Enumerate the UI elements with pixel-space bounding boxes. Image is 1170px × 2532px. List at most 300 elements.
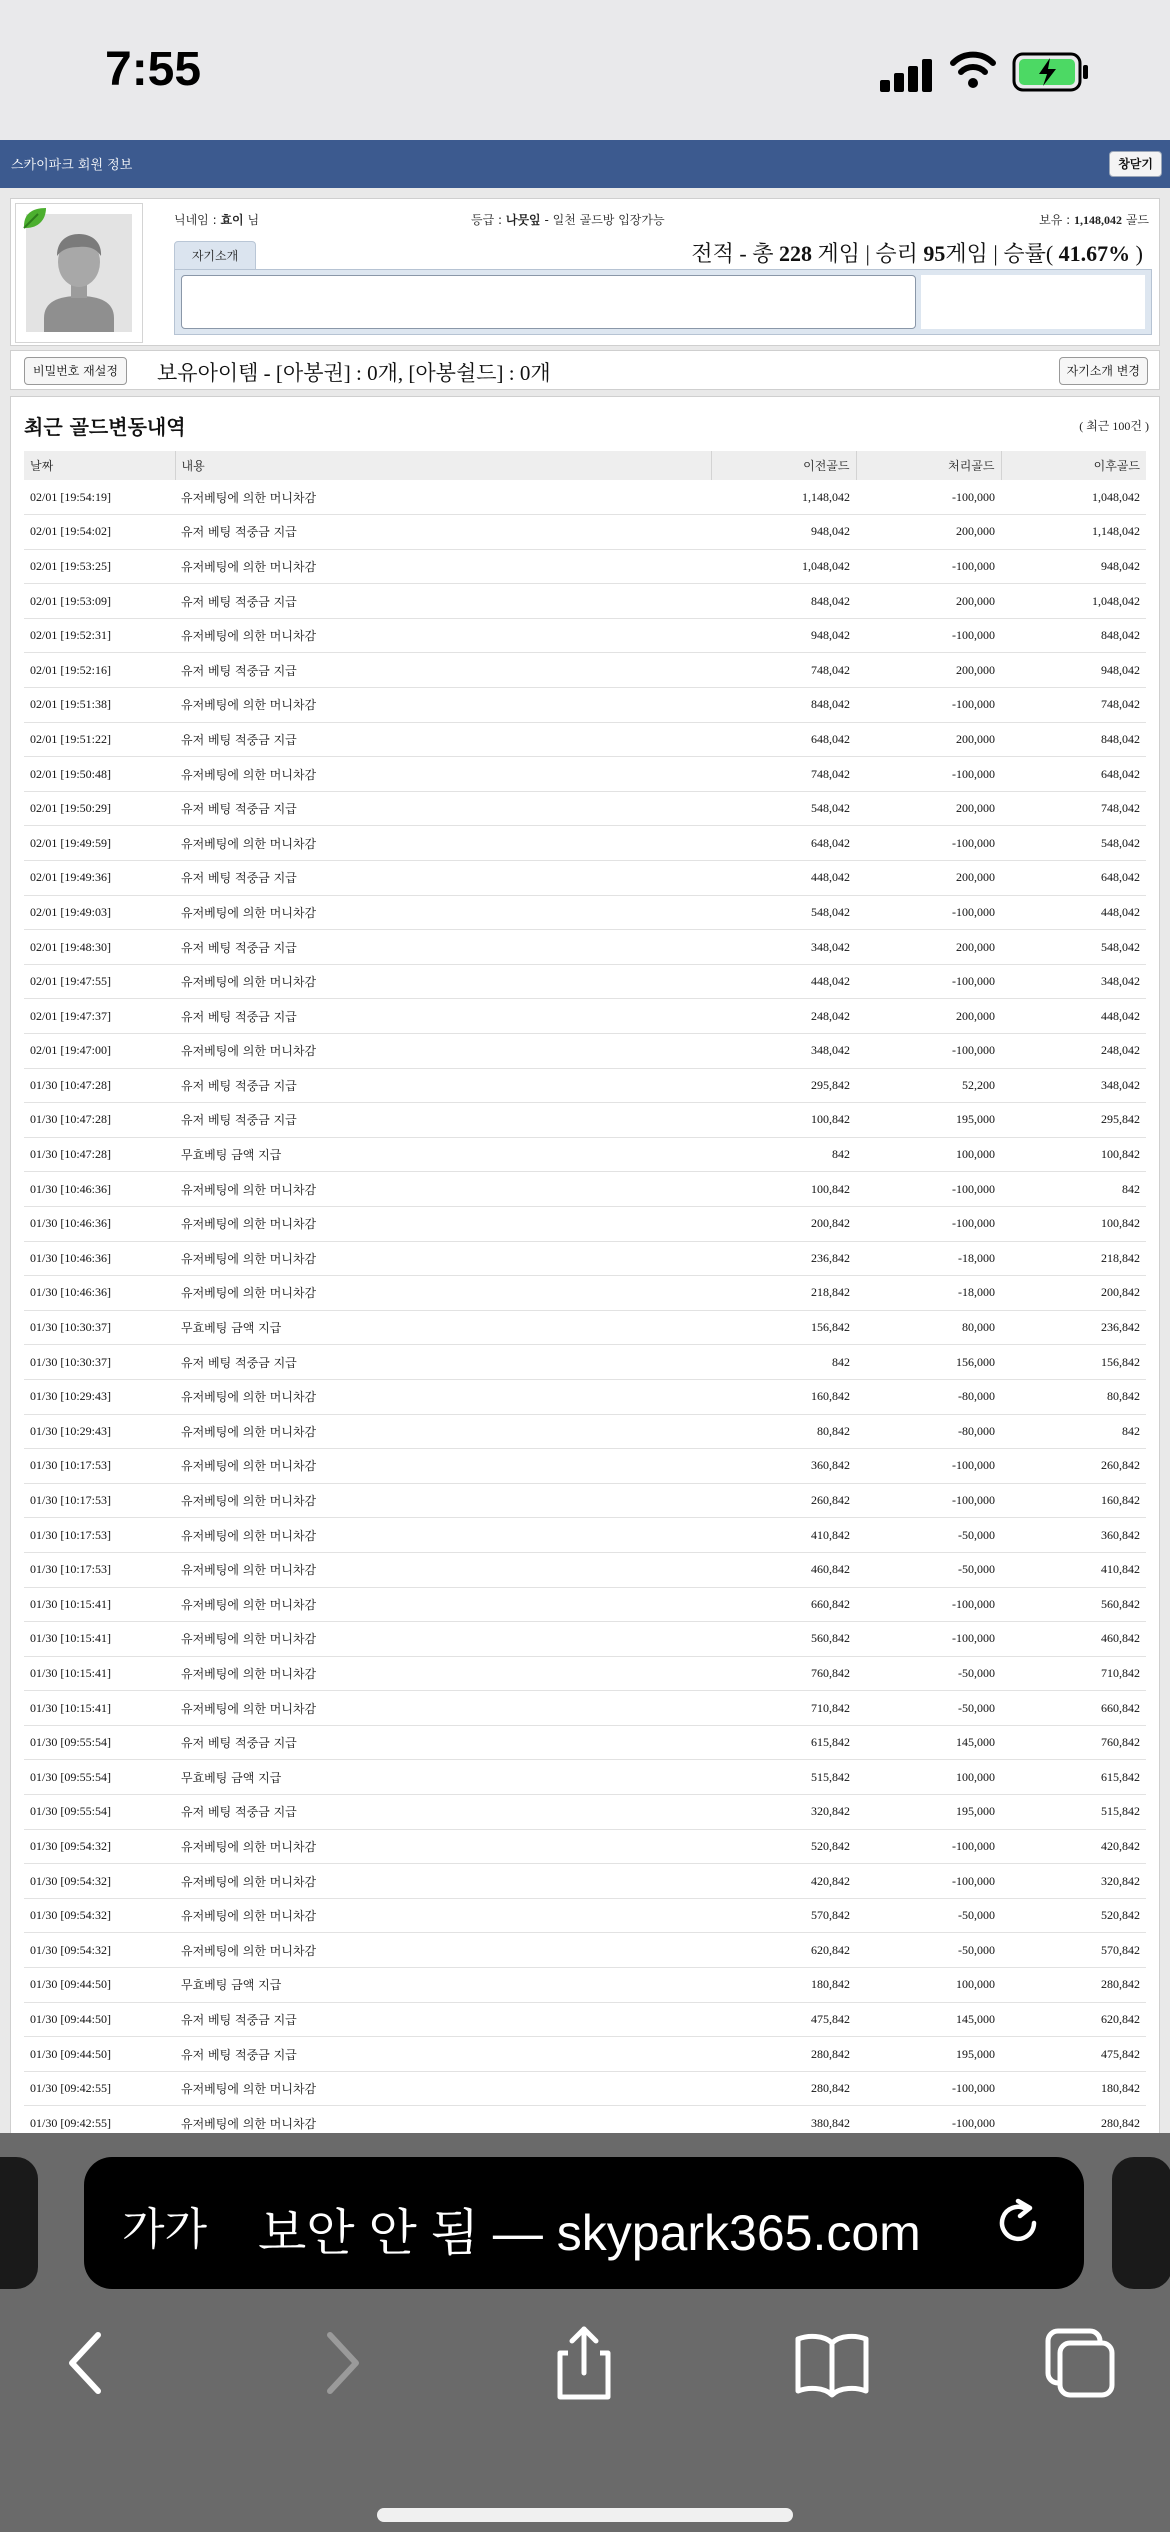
history-count-note: ( 최근 100건 ) [1079,419,1149,433]
row-after-gold: 948,042 [1001,549,1146,584]
row-before-gold: 160,842 [711,1379,856,1414]
password-reset-button[interactable]: 비밀번호 재설정 [24,357,127,385]
row-after-gold: 1,148,042 [1001,515,1146,550]
table-row [24,757,1146,792]
row-description: 무효베팅 금액 지급 [175,1137,711,1172]
row-before-gold: 1,048,042 [711,549,856,584]
row-after-gold: 248,042 [1001,1034,1146,1069]
row-description: 유저베팅에 의한 머니차감 [175,1691,711,1726]
table-row [24,722,1146,757]
row-after-gold: 260,842 [1001,1449,1146,1484]
row-date: 02/01 [19:50:48] [24,757,175,792]
row-after-gold: 648,042 [1001,861,1146,896]
table-row [24,480,1146,515]
row-after-gold: 648,042 [1001,757,1146,792]
row-description: 유저베팅에 의한 머니차감 [175,1241,711,1276]
row-change-gold: -50,000 [856,1656,1001,1691]
row-before-gold: 748,042 [711,757,856,792]
row-date: 01/30 [10:15:41] [24,1691,175,1726]
row-change-gold: 200,000 [856,861,1001,896]
row-before-gold: 348,042 [711,930,856,965]
row-description: 유저 베팅 적중금 지급 [175,1103,711,1138]
row-description: 유저베팅에 의한 머니차감 [175,1414,711,1449]
row-description: 유저베팅에 의한 머니차감 [175,1933,711,1968]
row-description: 유저베팅에 의한 머니차감 [175,1483,711,1518]
row-date: 01/30 [09:42:55] [24,2106,175,2140]
row-before-gold: 848,042 [711,688,856,723]
row-change-gold: 80,000 [856,1310,1001,1345]
nickname-suffix: 님 [243,213,260,227]
row-date: 01/30 [10:47:28] [24,1137,175,1172]
table-row [24,1691,1146,1726]
bookmarks-icon[interactable] [792,2323,872,2403]
row-change-gold: -50,000 [856,1691,1001,1726]
row-description: 유저 베팅 적중금 지급 [175,2002,711,2037]
forward-icon[interactable] [300,2323,380,2403]
wifi-icon [950,50,996,90]
row-description: 유저 베팅 적중금 지급 [175,930,711,965]
row-change-gold: 156,000 [856,1345,1001,1380]
table-row [24,1034,1146,1069]
table-row [24,930,1146,965]
row-date: 01/30 [10:15:41] [24,1587,175,1622]
row-change-gold: 195,000 [856,2037,1001,2072]
table-row [24,688,1146,723]
table-row [24,1587,1146,1622]
row-date: 02/01 [19:50:29] [24,791,175,826]
row-change-gold: -50,000 [856,1518,1001,1553]
row-date: 01/30 [09:54:32] [24,1898,175,1933]
row-description: 유저베팅에 의한 머니차감 [175,688,711,723]
row-before-gold: 380,842 [711,2106,856,2140]
row-after-gold: 515,842 [1001,1795,1146,1830]
row-date: 02/01 [19:47:55] [24,964,175,999]
total-games: 228 [779,241,812,266]
change-intro-button[interactable]: 자기소개 변경 [1059,357,1148,385]
row-date: 01/30 [09:44:50] [24,2002,175,2037]
row-description: 유저베팅에 의한 머니차감 [175,1864,711,1899]
row-change-gold: -100,000 [856,618,1001,653]
row-after-gold: 948,042 [1001,653,1146,688]
row-after-gold: 100,842 [1001,1206,1146,1241]
row-change-gold: -100,000 [856,2071,1001,2106]
row-before-gold: 295,842 [711,1068,856,1103]
row-description: 유저베팅에 의한 머니차감 [175,549,711,584]
table-row [24,1760,1146,1795]
row-change-gold: -50,000 [856,1552,1001,1587]
row-description: 유저베팅에 의한 머니차감 [175,826,711,861]
row-change-gold: -50,000 [856,1933,1001,1968]
table-row [24,964,1146,999]
row-description: 유저 베팅 적중금 지급 [175,2037,711,2072]
row-date: 02/01 [19:53:25] [24,549,175,584]
row-description: 유저 베팅 적중금 지급 [175,1795,711,1830]
self-intro-field[interactable] [181,275,916,329]
row-before-gold: 360,842 [711,1449,856,1484]
row-before-gold: 842 [711,1137,856,1172]
row-date: 02/01 [19:53:09] [24,584,175,619]
gold-history-panel [10,396,1160,2140]
table-row [24,653,1146,688]
row-before-gold: 548,042 [711,791,856,826]
row-date: 01/30 [10:46:36] [24,1172,175,1207]
battery-charging-icon [1012,52,1092,92]
row-date: 02/01 [19:49:36] [24,861,175,896]
row-after-gold: 848,042 [1001,722,1146,757]
safari-bottom-chrome [0,2133,1170,2532]
row-before-gold: 710,842 [711,1691,856,1726]
row-after-gold: 460,842 [1001,1622,1146,1657]
default-avatar-image [26,214,132,332]
row-description: 유저베팅에 의한 머니차감 [175,964,711,999]
row-before-gold: 648,042 [711,722,856,757]
row-date: 02/01 [19:47:37] [24,999,175,1034]
nickname-label: 닉네임 : [174,213,221,227]
table-row [24,1379,1146,1414]
row-after-gold: 520,842 [1001,1898,1146,1933]
table-row [24,1310,1146,1345]
row-after-gold: 236,842 [1001,1310,1146,1345]
row-date: 02/01 [19:49:03] [24,895,175,930]
nickname-value: 효이 [220,213,244,227]
popup-title: 스카이파크 회원 정보 [11,158,133,173]
gold-history-table [24,451,1146,2140]
row-change-gold: -100,000 [856,480,1001,515]
row-after-gold: 348,042 [1001,1068,1146,1103]
row-description: 유저베팅에 의한 머니차감 [175,1172,711,1207]
row-change-gold: -100,000 [856,1449,1001,1484]
previous-tab-preview[interactable] [0,2157,38,2289]
row-after-gold: 760,842 [1001,1725,1146,1760]
record-suffix: ) [1130,241,1143,266]
row-before-gold: 520,842 [711,1829,856,1864]
row-description: 유저베팅에 의한 머니차감 [175,895,711,930]
row-change-gold: -18,000 [856,1276,1001,1311]
grade-label: 등급 : [471,213,506,227]
row-description: 유저베팅에 의한 머니차감 [175,1034,711,1069]
row-date: 01/30 [09:54:32] [24,1829,175,1864]
row-after-gold: 360,842 [1001,1518,1146,1553]
row-change-gold: 200,000 [856,791,1001,826]
owned-items-text: 보유아이템 - [아봉권] : 0개, [아봉쉴드] : 0개 [157,361,551,385]
record-wins-label: 게임 | 승리 [812,241,924,266]
row-date: 02/01 [19:54:02] [24,515,175,550]
grade-info [471,211,665,228]
row-after-gold: 710,842 [1001,1656,1146,1691]
row-date: 02/01 [19:54:19] [24,480,175,515]
row-after-gold: 842 [1001,1172,1146,1207]
row-after-gold: 280,842 [1001,2106,1146,2140]
row-change-gold: 100,000 [856,1968,1001,2003]
row-date: 01/30 [09:42:55] [24,2071,175,2106]
row-date: 01/30 [10:17:53] [24,1518,175,1553]
row-after-gold: 420,842 [1001,1829,1146,1864]
status-icons [870,50,1170,98]
profile-panel [10,198,1160,346]
column-header-change-gold: 처리골드 [856,451,1001,480]
column-header-after-gold: 이후골드 [1001,451,1146,480]
table-row [24,1172,1146,1207]
game-record [691,237,1143,268]
avatar [15,203,143,343]
table-row [24,1622,1146,1657]
table-row [24,791,1146,826]
row-description: 유저 베팅 적중금 지급 [175,515,711,550]
row-description: 유저베팅에 의한 머니차감 [175,1898,711,1933]
row-description: 유저베팅에 의한 머니차감 [175,1829,711,1864]
row-date: 01/30 [10:47:28] [24,1068,175,1103]
win-rate: 41.67% [1058,241,1131,266]
row-change-gold: 100,000 [856,1137,1001,1172]
row-description: 유저베팅에 의한 머니차감 [175,1587,711,1622]
row-description: 유저베팅에 의한 머니차감 [175,1206,711,1241]
row-change-gold: 100,000 [856,1760,1001,1795]
person-silhouette-icon [26,214,132,332]
row-date: 01/30 [10:15:41] [24,1656,175,1691]
row-before-gold: 560,842 [711,1622,856,1657]
row-date: 01/30 [10:30:37] [24,1310,175,1345]
member-info-popup [0,140,1170,2140]
status-bar [0,0,1170,140]
row-change-gold: -100,000 [856,549,1001,584]
row-before-gold: 648,042 [711,826,856,861]
table-row [24,826,1146,861]
table-row [24,515,1146,550]
row-change-gold: 52,200 [856,1068,1001,1103]
holdings-amount: 1,148,042 [1074,213,1122,227]
column-header-before-gold: 이전골드 [711,451,856,480]
self-intro-side-panel [921,275,1145,329]
row-after-gold: 218,842 [1001,1241,1146,1276]
reload-icon[interactable] [990,2195,1046,2251]
row-before-gold: 848,042 [711,584,856,619]
row-description: 유저베팅에 의한 머니차감 [175,1622,711,1657]
row-date: 01/30 [10:29:43] [24,1379,175,1414]
row-before-gold: 620,842 [711,1933,856,1968]
row-description: 유저베팅에 의한 머니차감 [175,757,711,792]
row-after-gold: 848,042 [1001,618,1146,653]
row-after-gold: 475,842 [1001,2037,1146,2072]
row-change-gold: 200,000 [856,584,1001,619]
row-date: 01/30 [10:47:28] [24,1103,175,1138]
row-change-gold: -100,000 [856,1483,1001,1518]
table-row [24,1795,1146,1830]
row-before-gold: 475,842 [711,2002,856,2037]
table-row [24,999,1146,1034]
row-after-gold: 548,042 [1001,826,1146,861]
row-after-gold: 842 [1001,1414,1146,1449]
row-change-gold: -100,000 [856,826,1001,861]
url-display[interactable]: 보안 안 됨 — skypark365.com [258,2205,921,2261]
share-icon[interactable] [544,2323,624,2403]
row-after-gold: 280,842 [1001,1968,1146,2003]
tab-self-intro[interactable]: 자기소개 [174,241,256,269]
row-date: 01/30 [09:55:54] [24,1725,175,1760]
row-date: 01/30 [10:30:37] [24,1345,175,1380]
row-before-gold: 260,842 [711,1483,856,1518]
row-description: 유저 베팅 적중금 지급 [175,1345,711,1380]
table-row [24,584,1146,619]
row-change-gold: -50,000 [856,1898,1001,1933]
history-table-body [24,480,1146,2140]
row-description: 유저베팅에 의한 머니차감 [175,480,711,515]
row-before-gold: 515,842 [711,1760,856,1795]
row-after-gold: 320,842 [1001,1864,1146,1899]
row-after-gold: 160,842 [1001,1483,1146,1518]
row-description: 무효베팅 금액 지급 [175,1760,711,1795]
table-row [24,1483,1146,1518]
row-date: 02/01 [19:52:31] [24,618,175,653]
row-change-gold: -100,000 [856,688,1001,723]
row-description: 유저베팅에 의한 머니차감 [175,1449,711,1484]
row-before-gold: 320,842 [711,1795,856,1830]
row-change-gold: -80,000 [856,1379,1001,1414]
page-settings-button[interactable]: 가가 [122,2204,208,2255]
row-description: 유저 베팅 적중금 지급 [175,791,711,826]
holdings-label: 보유 : [1039,213,1074,227]
table-row [24,618,1146,653]
row-date: 01/30 [10:46:36] [24,1206,175,1241]
row-date: 02/01 [19:51:22] [24,722,175,757]
column-header-date: 날짜 [24,451,175,480]
table-row [24,1449,1146,1484]
table-row [24,1241,1146,1276]
row-change-gold: 145,000 [856,2002,1001,2037]
table-row [24,1864,1146,1899]
row-after-gold: 100,842 [1001,1137,1146,1172]
row-after-gold: 348,042 [1001,964,1146,999]
address-bar[interactable] [84,2157,1084,2289]
row-after-gold: 570,842 [1001,1933,1146,1968]
gold-holdings [1039,211,1149,228]
row-date: 02/01 [19:48:30] [24,930,175,965]
row-change-gold: 195,000 [856,1795,1001,1830]
row-change-gold: 200,000 [856,515,1001,550]
close-window-button[interactable]: 창닫기 [1109,151,1162,177]
row-before-gold: 156,842 [711,1310,856,1345]
row-date: 01/30 [10:46:36] [24,1241,175,1276]
nickname-info [174,211,259,228]
row-change-gold: -100,000 [856,1172,1001,1207]
row-date: 01/30 [09:54:32] [24,1864,175,1899]
row-before-gold: 1,148,042 [711,480,856,515]
grade-description: - 일천 골드방 입장가능 [540,213,665,227]
table-row [24,861,1146,896]
table-row [24,2071,1146,2106]
row-date: 01/30 [09:54:32] [24,1933,175,1968]
row-after-gold: 748,042 [1001,791,1146,826]
row-before-gold: 615,842 [711,1725,856,1760]
row-after-gold: 620,842 [1001,2002,1146,2037]
row-change-gold: 200,000 [856,653,1001,688]
table-row [24,1103,1146,1138]
row-change-gold: -100,000 [856,1622,1001,1657]
row-description: 유저 베팅 적중금 지급 [175,653,711,688]
table-row [24,1933,1146,1968]
row-date: 02/01 [19:49:59] [24,826,175,861]
row-date: 01/30 [10:17:53] [24,1552,175,1587]
status-time: 7:55 [105,43,202,96]
row-before-gold: 948,042 [711,515,856,550]
row-before-gold: 280,842 [711,2037,856,2072]
table-row [24,1829,1146,1864]
row-date: 02/01 [19:51:38] [24,688,175,723]
row-description: 유저 베팅 적중금 지급 [175,722,711,757]
row-description: 유저베팅에 의한 머니차감 [175,618,711,653]
row-before-gold: 448,042 [711,964,856,999]
row-after-gold: 1,048,042 [1001,584,1146,619]
row-description: 유저베팅에 의한 머니차감 [175,1656,711,1691]
row-change-gold: 200,000 [856,930,1001,965]
row-date: 01/30 [10:15:41] [24,1622,175,1657]
row-before-gold: 180,842 [711,1968,856,2003]
row-change-gold: 200,000 [856,999,1001,1034]
row-after-gold: 410,842 [1001,1552,1146,1587]
row-date: 01/30 [10:29:43] [24,1414,175,1449]
home-indicator [377,2508,793,2522]
row-description: 유저 베팅 적중금 지급 [175,1068,711,1103]
back-icon[interactable] [48,2323,128,2403]
items-action-row [10,350,1160,390]
row-change-gold: -100,000 [856,964,1001,999]
row-date: 01/30 [10:17:53] [24,1483,175,1518]
row-description: 무효베팅 금액 지급 [175,1968,711,2003]
row-description: 유저 베팅 적중금 지급 [175,999,711,1034]
next-tab-preview[interactable] [1112,2157,1170,2289]
table-row [24,1552,1146,1587]
row-description: 유저 베팅 적중금 지급 [175,861,711,896]
row-before-gold: 548,042 [711,895,856,930]
leaf-grade-icon [20,206,48,230]
table-row [24,1968,1146,2003]
row-before-gold: 100,842 [711,1103,856,1138]
row-description: 유저베팅에 의한 머니차감 [175,2106,711,2140]
row-date: 01/30 [10:17:53] [24,1449,175,1484]
row-description: 유저베팅에 의한 머니차감 [175,1379,711,1414]
record-prefix: 전적 - 총 [691,241,779,266]
row-after-gold: 295,842 [1001,1103,1146,1138]
row-before-gold: 410,842 [711,1518,856,1553]
table-row [24,1656,1146,1691]
row-description: 유저 베팅 적중금 지급 [175,584,711,619]
row-after-gold: 1,048,042 [1001,480,1146,515]
row-change-gold: -80,000 [856,1414,1001,1449]
row-after-gold: 156,842 [1001,1345,1146,1380]
table-row [24,1898,1146,1933]
row-change-gold: -100,000 [856,1587,1001,1622]
row-before-gold: 748,042 [711,653,856,688]
row-before-gold: 660,842 [711,1587,856,1622]
row-description: 유저베팅에 의한 머니차감 [175,1518,711,1553]
row-date: 02/01 [19:52:16] [24,653,175,688]
table-row [24,1725,1146,1760]
win-count: 95 [923,241,946,266]
tabs-icon[interactable] [1040,2323,1120,2403]
row-before-gold: 760,842 [711,1656,856,1691]
row-change-gold: -100,000 [856,2106,1001,2140]
row-after-gold: 80,842 [1001,1379,1146,1414]
popup-title-bar [0,140,1170,188]
row-before-gold: 248,042 [711,999,856,1034]
table-row [24,1137,1146,1172]
row-description: 유저베팅에 의한 머니차감 [175,2071,711,2106]
table-row [24,2037,1146,2072]
row-after-gold: 200,842 [1001,1276,1146,1311]
row-date: 01/30 [09:44:50] [24,1968,175,2003]
row-before-gold: 348,042 [711,1034,856,1069]
table-row [24,2002,1146,2037]
row-change-gold: -100,000 [856,1034,1001,1069]
